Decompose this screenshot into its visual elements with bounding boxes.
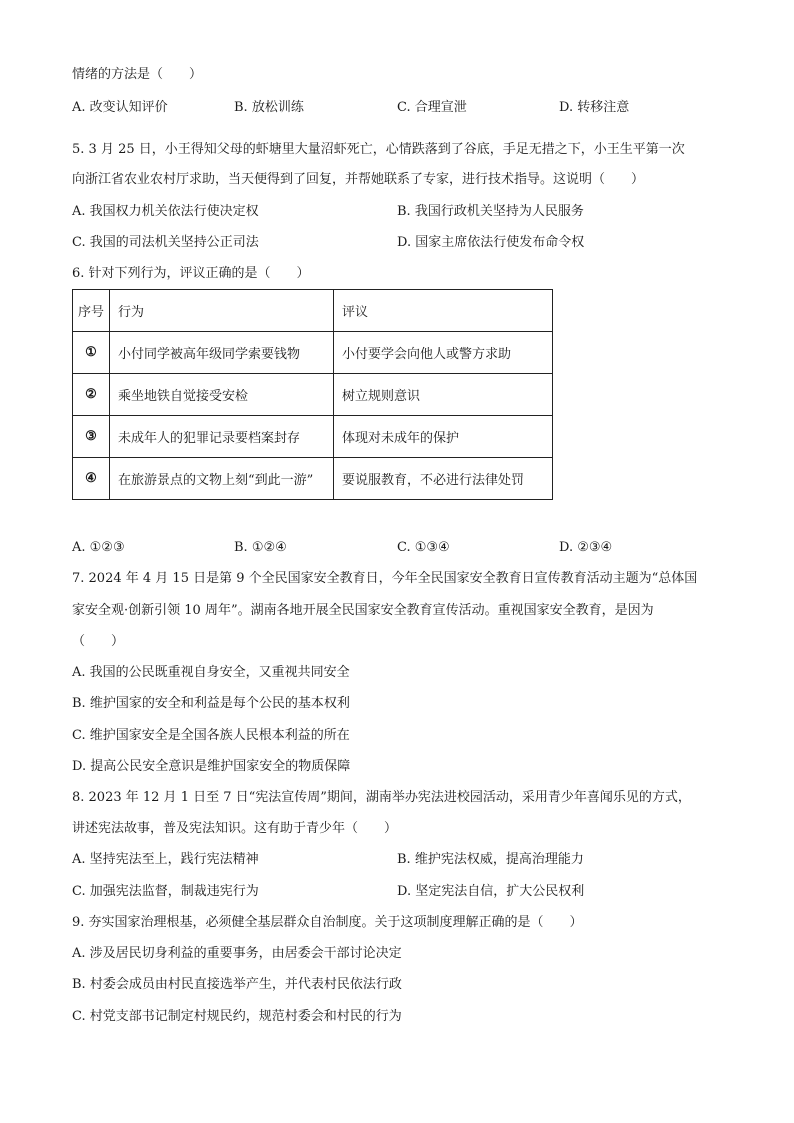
q8-stem-line-1: 8. 2023 年 12 月 1 日至 7 日“宪法宣传周”期间，湖南举办宪法进校园活动，采用青少年喜闻乐见的方式， bbox=[72, 790, 691, 805]
header-cell-comment: 评议 bbox=[334, 290, 553, 332]
q9-option-c: C. 村党支部书记制定村规民约，规范村委会和村民的行为 bbox=[72, 1009, 402, 1024]
header-cell-behavior: 行为 bbox=[110, 290, 334, 332]
q4-option-b: B. 放松训练 bbox=[234, 100, 304, 115]
row-number: ② bbox=[73, 374, 110, 416]
row-behavior: 在旅游景点的文物上刻“到此一游” bbox=[110, 458, 334, 500]
q7-stem-line-1: 7. 2024 年 4 月 15 日是第 9 个全民国家安全教育日，今年全民国家安全教育日宣传教育活动主题为“总体国 bbox=[72, 571, 698, 586]
row-behavior: 小付同学被高年级同学索要钱物 bbox=[110, 332, 334, 374]
q5-stem-line-2: 向浙江省农业农村厅求助，当天便得到了回复，并帮她联系了专家，进行技术指导。这说明（ ） bbox=[72, 172, 645, 187]
q6-option-b: B. ①②④ bbox=[234, 540, 287, 555]
q8-option-b: B. 维护宪法权威，提高治理能力 bbox=[397, 852, 584, 867]
row-number: ① bbox=[73, 332, 110, 374]
q6-option-c: C. ①③④ bbox=[397, 540, 450, 555]
q8-option-d: D. 坚定宪法自信，扩大公民权利 bbox=[397, 884, 585, 899]
row-number: ③ bbox=[73, 416, 110, 458]
q6-table bbox=[72, 289, 553, 500]
q6-option-a: A. ①②③ bbox=[72, 540, 125, 555]
q5-option-a: A. 我国权力机关依法行使决定权 bbox=[72, 204, 259, 219]
row-comment: 树立规则意识 bbox=[334, 374, 553, 416]
row-number: ④ bbox=[73, 458, 110, 500]
q7-stem-line-2: 家安全观·创新引领 10 周年”。湖南各地开展全民国家安全教育宣传活动。重视国家安全教育，是因为 bbox=[72, 603, 654, 618]
q8-option-c: C. 加强宪法监督，制裁违宪行为 bbox=[72, 884, 259, 899]
q5-option-c: C. 我国的司法机关坚持公正司法 bbox=[72, 235, 259, 250]
q7-option-c: C. 维护国家安全是全国各族人民根本利益的所在 bbox=[72, 728, 350, 743]
table-row bbox=[73, 458, 553, 500]
header-cell-number: 序号 bbox=[73, 290, 110, 332]
q6-option-d: D. ②③④ bbox=[559, 540, 613, 555]
q9-stem: 9. 夯实国家治理根基，必须健全基层群众自治制度。关于这项制度理解正确的是（ ） bbox=[72, 915, 583, 930]
q8-option-a: A. 坚持宪法至上，践行宪法精神 bbox=[72, 852, 259, 867]
q7-option-d: D. 提高公民安全意识是维护国家安全的物质保障 bbox=[72, 759, 351, 774]
q7-option-b: B. 维护国家的安全和利益是每个公民的基本权利 bbox=[72, 696, 350, 711]
q4-stem-tail: 情绪的方法是（ ） bbox=[72, 67, 203, 82]
q5-option-b: B. 我国行政机关坚持为人民服务 bbox=[397, 204, 584, 219]
table-row bbox=[73, 332, 553, 374]
table-row bbox=[73, 416, 553, 458]
q5-stem-line-1: 5. 3 月 25 日，小王得知父母的虾塘里大量沼虾死亡，心情跌落到了谷底，手足无措之下，小王生平第一次 bbox=[72, 142, 685, 157]
q4-option-a: A. 改变认知评价 bbox=[72, 100, 168, 115]
row-comment: 小付要学会向他人或警方求助 bbox=[334, 332, 553, 374]
q7-option-a: A. 我国的公民既重视自身安全，又重视共同安全 bbox=[72, 665, 350, 680]
q9-option-b: B. 村委会成员由村民直接选举产生，并代表村民依法行政 bbox=[72, 977, 402, 992]
q4-option-d: D. 转移注意 bbox=[559, 100, 630, 115]
q8-stem-line-2: 讲述宪法故事，普及宪法知识。这有助于青少年（ ） bbox=[72, 821, 398, 836]
q7-stem-line-3: （ ） bbox=[72, 634, 125, 649]
row-comment: 体现对未成年的保护 bbox=[334, 416, 553, 458]
table-row bbox=[73, 374, 553, 416]
q6-stem: 6. 针对下列行为，评议正确的是（ ） bbox=[72, 266, 310, 281]
row-behavior: 乘坐地铁自觉接受安检 bbox=[110, 374, 334, 416]
table-header-row bbox=[73, 290, 553, 332]
row-comment: 要说服教育，不必进行法律处罚 bbox=[334, 458, 553, 500]
q5-option-d: D. 国家主席依法行使发布命令权 bbox=[397, 235, 585, 250]
q4-option-c: C. 合理宣泄 bbox=[397, 100, 467, 115]
q9-option-a: A. 涉及居民切身利益的重要事务，由居委会干部讨论决定 bbox=[72, 946, 402, 961]
row-behavior: 未成年人的犯罪记录要档案封存 bbox=[110, 416, 334, 458]
